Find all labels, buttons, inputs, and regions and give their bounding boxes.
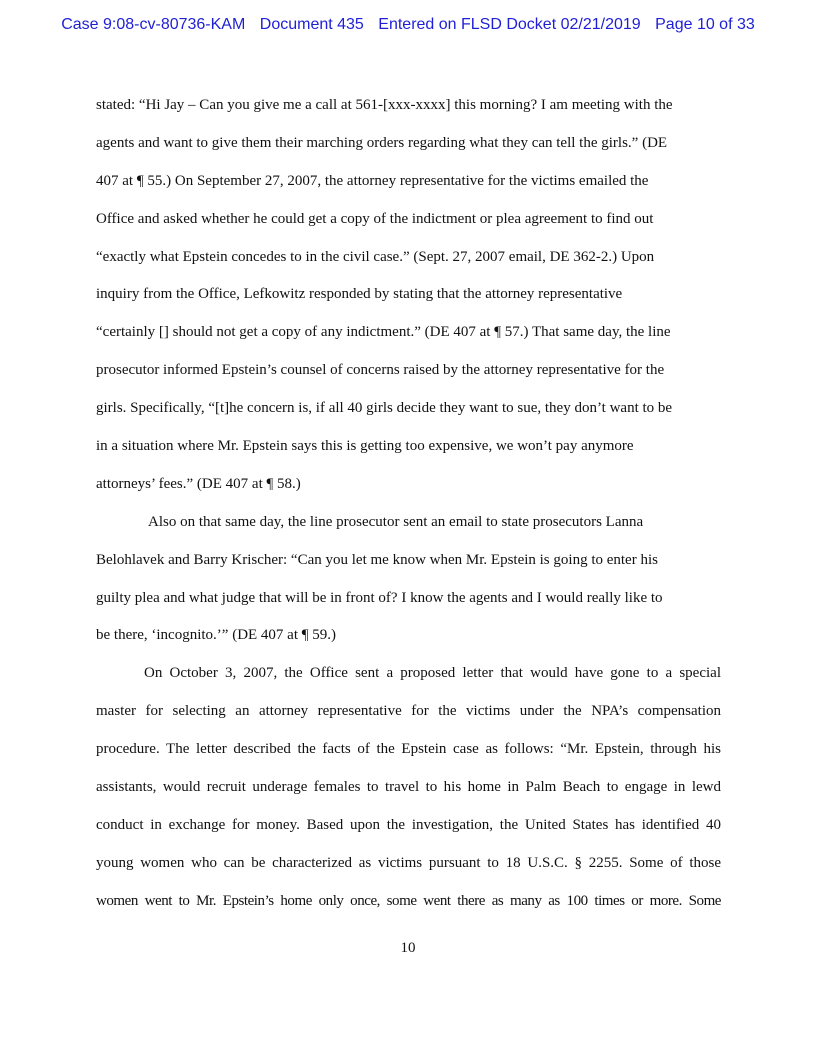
text-line: be there, ‘incognito.’” (DE 407 at ¶ 59.) (96, 627, 337, 644)
text-line: 407 at ¶ 55.) On September 27, 2007, the attorney representative for the victims emailed the (96, 172, 649, 189)
text-line: guilty plea and what judge that will be in front of? I know the agents and I would really like to (96, 589, 663, 606)
text-line: procedure. The letter described the facts of the Epstein case as follows: “Mr. Epstein, through his (96, 741, 721, 758)
text-line: Office and asked whether he could get a copy of the indictment or plea agreement to find out (96, 210, 654, 227)
text-line: prosecutor informed Epstein’s counsel of concerns raised by the attorney representative for the (96, 362, 665, 379)
paragraph-start-line: Also on that same day, the line prosecutor sent an email to state prosecutors Lanna (148, 513, 644, 530)
text-line: girls. Specifically, “[t]he concern is, if all 40 girls decide they want to sue, they don’t want to be (96, 400, 673, 417)
case-number: Case 9:08-cv-80736-KAM (61, 16, 246, 33)
text-line: inquiry from the Office, Lefkowitz responded by stating that the attorney representative (96, 286, 623, 303)
text-line: master for selecting an attorney representative for the victims under the NPA’s compensation (96, 703, 721, 720)
text-line: agents and want to give them their marching orders regarding what they can tell the girls.” (DE (96, 134, 668, 151)
text-line: women went to Mr. Epstein’s home only once, some went there as many as 100 times or more. Some (96, 892, 721, 909)
text-line: assistants, would recruit underage females to travel to his home in Palm Beach to engage in lewd (96, 779, 721, 796)
text-line: young women who can be characterized as victims pursuant to 18 U.S.C. § 2255. Some of those (96, 854, 721, 871)
docket-entry: Entered on FLSD Docket 02/21/2019 (378, 16, 641, 33)
text-line: Belohlavek and Barry Krischer: “Can you let me know when Mr. Epstein is going to enter his (96, 551, 658, 568)
paragraph-start-line: On October 3, 2007, the Office sent a proposed letter that would have gone to a special (144, 665, 721, 682)
page-number: 10 (400, 940, 416, 956)
text-line: in a situation where Mr. Epstein says this is getting too expensive, we won’t pay anymore (96, 438, 634, 455)
text-line: attorneys’ fees.” (DE 407 at ¶ 58.) (96, 475, 301, 492)
text-line: “certainly [] should not get a copy of any indictment.” (DE 407 at ¶ 57.) That same day, the line (96, 324, 671, 341)
document-number: Document 435 (259, 16, 364, 33)
ecf-header (0, 16, 816, 34)
page-count: Page 10 of 33 (655, 16, 755, 33)
body-text (96, 92, 721, 926)
text-line: stated: “Hi Jay – Can you give me a call at 561-[xxx-xxxx] this morning? I am meeting with the (96, 97, 673, 113)
text-line: “exactly what Epstein concedes to in the civil case.” (Sept. 27, 2007 email, DE 362-2.) Upon (96, 248, 655, 265)
text-line: conduct in exchange for money. Based upon the investigation, the United States has identified 40 (96, 816, 721, 833)
